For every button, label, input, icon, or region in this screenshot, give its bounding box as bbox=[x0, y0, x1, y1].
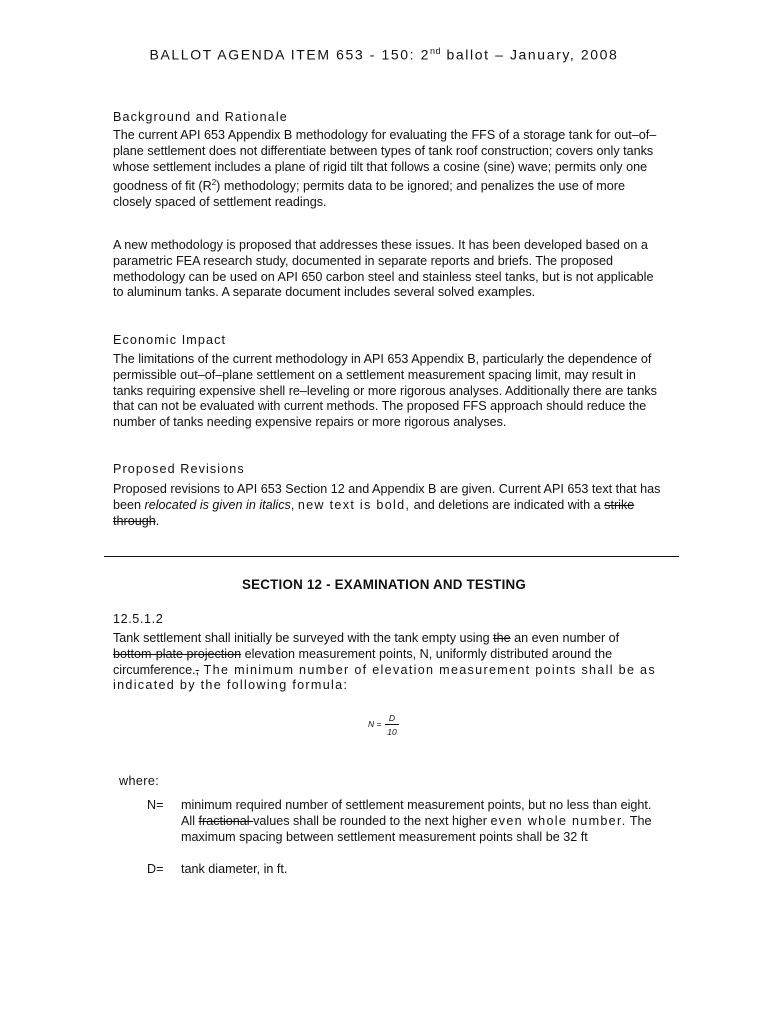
proposed-text-d: . bbox=[155, 513, 160, 528]
background-heading: Background and Rationale bbox=[113, 110, 288, 124]
header-superscript: nd bbox=[430, 46, 442, 56]
clause-text-1: Tank settlement shall initially be surveyed with the tank empty using bbox=[113, 631, 494, 645]
definition-d-desc: tank diameter, in ft. bbox=[181, 862, 288, 876]
formula-fraction bbox=[385, 713, 399, 737]
definition-d-term: D= bbox=[147, 862, 164, 876]
proposed-text-a: Proposed revisions to API 653 Section 12 and Appendix B are given. Current API 653 text that has been bbox=[113, 482, 661, 512]
background-paragraph-2: A new methodology is proposed that addresses these issues. It has been developed based on a parametric FEA research study, documented in separate reports and briefs. The proposed methodology can be used on API 650 carbon steel and stainless steel tanks, but is not applicable to aluminum tanks. A separate document includes several solved examples. bbox=[113, 238, 654, 300]
strike-sample: strike through bbox=[113, 497, 635, 528]
background-p1-text-a: The current API 653 Appendix B methodology for evaluating the FFS of a storage tank for out–of–plane settlement does not differentiate between types of tank roof construction; covers only tanks whose settlement includes a plane of rigid tilt that follows a cosine (sine) wave; permits only one goodness of fit (R bbox=[113, 128, 657, 194]
def-n-strike: fractional bbox=[198, 813, 254, 828]
proposed-text-b: , bbox=[290, 497, 298, 512]
background-p1-text-b: ) methodology; permits data to be ignored; and penalizes the use of more closely spaced of settlement readings. bbox=[113, 179, 625, 210]
bold-sample: new text is bold, bbox=[297, 497, 411, 512]
def-n-text-a: minimum required number of settlement measurement points, but no less than eight. All bbox=[181, 798, 652, 828]
clause-text-2: an even number of bbox=[510, 631, 620, 645]
formula-denominator: 10 bbox=[387, 727, 397, 737]
section-divider bbox=[104, 556, 679, 557]
clause-text-4: The minimum number of elevation measurement points shall be as indicated by the following formula: bbox=[113, 662, 656, 693]
header-prefix: BALLOT AGENDA ITEM 653 - 150: 2 bbox=[149, 46, 430, 63]
clause-text-3: elevation measurement points, N, uniformly distributed around the circumference. bbox=[113, 646, 613, 677]
background-paragraph-1 bbox=[113, 128, 661, 211]
proposed-heading: Proposed Revisions bbox=[113, 462, 245, 476]
formula-lhs: N = bbox=[368, 719, 382, 729]
r-squared-superscript: 2 bbox=[211, 178, 217, 188]
proposed-text-c: and deletions are indicated with a bbox=[410, 497, 605, 512]
economic-heading: Economic Impact bbox=[113, 333, 227, 347]
section-title: SECTION 12 - EXAMINATION AND TESTING bbox=[242, 577, 526, 592]
clause-strike-2: bottom-plate projection bbox=[113, 646, 242, 661]
fraction-bar bbox=[385, 724, 399, 725]
italic-sample: relocated is given in italics bbox=[144, 497, 291, 512]
def-n-text-b: values shall be rounded to the next higher bbox=[253, 813, 491, 828]
def-n-text-c: The maximum spacing between settlement measurement points shall be 32 ft bbox=[181, 813, 652, 844]
proposed-paragraph bbox=[113, 482, 661, 529]
ballot-header bbox=[0, 46, 768, 63]
economic-paragraph: The limitations of the current methodology in API 653 Appendix B, particularly the dependence of permissible out–of–plane settlement on a settlement measurement spacing limit, may result in tanks requiring expensive shell re–leveling or more rigorous analyses. Additionally there are tanks that can not be evaluated with current methods. The proposed FFS approach should reduce the number of tanks needing expensive repairs or more rigorous analyses. bbox=[113, 352, 657, 430]
definition-n-desc bbox=[181, 798, 661, 845]
def-n-spaced: even whole number. bbox=[490, 813, 627, 828]
header-suffix: ballot – January, 2008 bbox=[441, 46, 619, 63]
formula-numerator: D bbox=[388, 713, 396, 723]
definition-n-term: N= bbox=[147, 798, 164, 812]
clause-strike-3: , bbox=[195, 662, 200, 677]
where-label: where: bbox=[119, 774, 160, 788]
clause-number: 12.5.1.2 bbox=[113, 612, 164, 626]
clause-strike-1: the bbox=[493, 631, 511, 645]
clause-paragraph bbox=[113, 631, 661, 694]
